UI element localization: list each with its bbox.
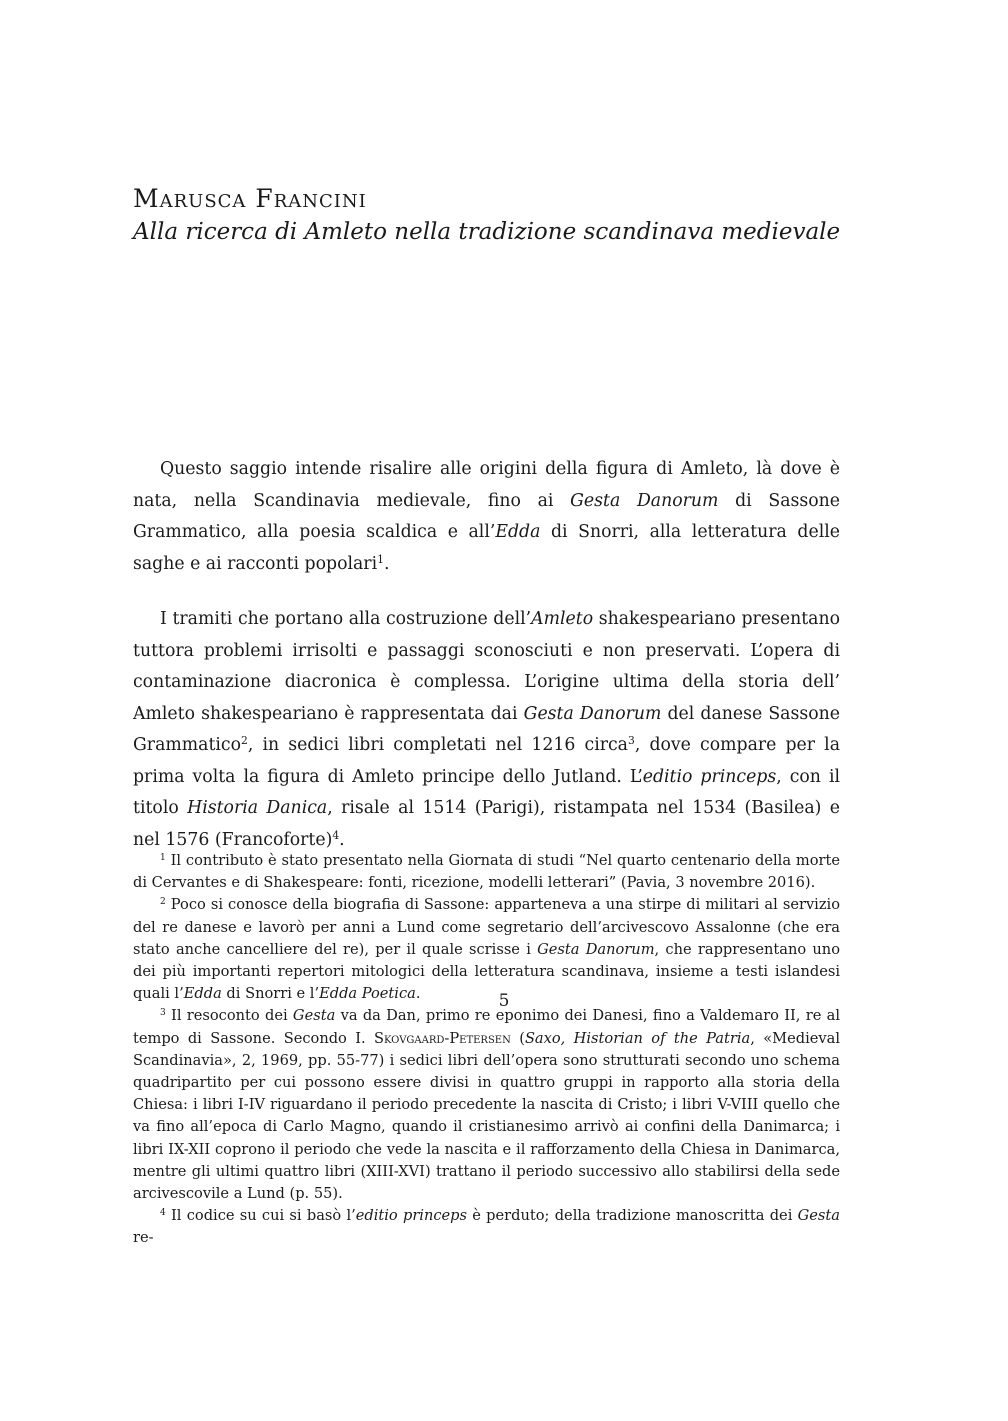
footnote-ref-1[interactable]: 1 — [377, 552, 384, 566]
text-run: , che rappresentano uno dei più importanti repertori mitologici della letteratura scandinava, insieme a testi islandesi quali l’ — [133, 940, 840, 1003]
italic-run: Historia Danica — [187, 798, 328, 818]
text-run: Il contributo è stato presentato nella Giornata di studi “Nel quarto centenario della morte di Cervantes e di Shakespeare: fonti, ricezione, modelli letterari” (Pavia, 3 novembre 2016). — [133, 852, 840, 892]
text-run: , in sedici libri completati nel 1216 circa — [247, 735, 628, 755]
text-run: , dove compare per la prima volta la figura di Amleto principe dello Jutland. L’ — [133, 735, 840, 787]
text-run: Il resoconto dei — [165, 1007, 293, 1025]
text-run: . — [339, 829, 345, 850]
paragraph-2 — [133, 604, 840, 856]
footnote-4 — [133, 1205, 840, 1249]
paragraph-1 — [133, 454, 840, 580]
italic-run: Saxo, Historian of the Patria — [524, 1029, 751, 1047]
text-run: , risale al 1514 (Parigi), ristampata nel 1534 (Basilea) e nel 1576 (Francoforte) — [133, 798, 840, 850]
footnote-3 — [133, 1005, 840, 1205]
text-run: , «Medieval Scandinavia», 2, 1969, pp. 55-77) i sedici libri dell’opera sono strutturati secondo uno schema quadripartito per cui possono essere divisi in quattro gruppi in rapporto alla storia della Chiesa: i libri I-IV riguardano il periodo precedente la nascita di Cristo; i libri V-VIII quello che va fino all’epoca di Carlo Magno, quando il cristianesimo arrivò ai confini della Danimarca; i libri IX-XII coprono il periodo che vede la nascita e il rafforzamento della Chiesa in Danimarca, mentre gli ultimi quattro libri (XIII-XVI) trattano il periodo successivo allo stabilirsi della sede arcivescovile a Lund (p. 55). — [133, 1029, 840, 1203]
text-run: Questo saggio intende risalire alle origini della figura di Amleto, là dove è nata, nella Scandinavia medievale, fino ai — [133, 459, 840, 511]
text-run: re- — [133, 1229, 154, 1247]
text-run: shakespeariano presentano tuttora problemi irrisolti e passaggi sconosciuti e non preservati. L’opera di contaminazione diacronica è complessa. L’origine ultima della storia dell’ Amleto shakespeariano è rappresentata dai — [133, 609, 840, 724]
italic-run: Gesta Danorum — [523, 703, 662, 724]
text-run: . — [383, 553, 390, 574]
footnote-ref-4[interactable]: 4 — [332, 828, 340, 842]
text-run: I tramiti che portano alla costruzione dell’ — [160, 609, 532, 629]
body-text — [133, 454, 840, 856]
italic-run: Edda — [183, 985, 222, 1003]
italic-run: Amleto — [531, 609, 594, 629]
small-caps-run: Skovgaard-Petersen — [373, 1029, 511, 1047]
italic-run: Edda — [495, 522, 541, 542]
text-run: del danese Sassone Grammatico — [133, 703, 840, 755]
italic-run: Edda Poetica — [319, 985, 416, 1003]
author-name: Marusca Francini — [133, 184, 367, 213]
italic-run: editio princeps — [355, 1207, 468, 1225]
footnote-number: 3 — [160, 1008, 166, 1019]
footnote-number: 2 — [160, 897, 166, 908]
text-run: di Sassone Grammatico, alla poesia scaldica e all’ — [133, 490, 840, 542]
text-run: Poco si conosce della biografia di Sassone: apparteneva a una stirpe di militari al servizio del re danese e lavorò per anni a Lund come segretario dell’arcivescovo Assalonne (che era stato anche cancelliere del re), per il quale scrisse i — [133, 896, 840, 958]
footnote-1 — [133, 850, 840, 894]
text-run: Il codice su cui si basò l’ — [165, 1207, 356, 1225]
italic-run: Gesta — [797, 1207, 840, 1225]
text-run: di Snorri, alla letteratura delle saghe e ai racconti popolari — [133, 522, 840, 574]
text-run: di Snorri e l’ — [221, 985, 320, 1003]
text-run: va da Dan, primo re eponimo dei Danesi, fino a Valdemaro II, re al tempo di Sassone. Secondo I. — [133, 1007, 840, 1047]
footnotes — [133, 850, 840, 1250]
footnote-2 — [133, 894, 840, 1005]
article-title: Alla ricerca di Amleto nella tradizione scandinava medievale — [133, 219, 841, 245]
footnote-ref-3[interactable]: 3 — [628, 734, 635, 748]
italic-run: Gesta Danorum — [570, 490, 719, 511]
text-run: è perduto; della tradizione manoscritta dei — [467, 1207, 798, 1225]
italic-run: Gesta Danorum — [537, 940, 655, 958]
italic-run: editio princeps — [642, 766, 777, 787]
text-run: ( — [510, 1029, 525, 1047]
text-run: . — [415, 985, 421, 1003]
footnote-number: 4 — [160, 1208, 166, 1219]
footnote-number: 1 — [160, 853, 166, 864]
italic-run: Gesta — [292, 1007, 336, 1025]
page-number: 5 — [498, 991, 510, 1011]
footnote-ref-2[interactable]: 2 — [241, 734, 248, 748]
text-run: , con il titolo — [133, 766, 840, 818]
